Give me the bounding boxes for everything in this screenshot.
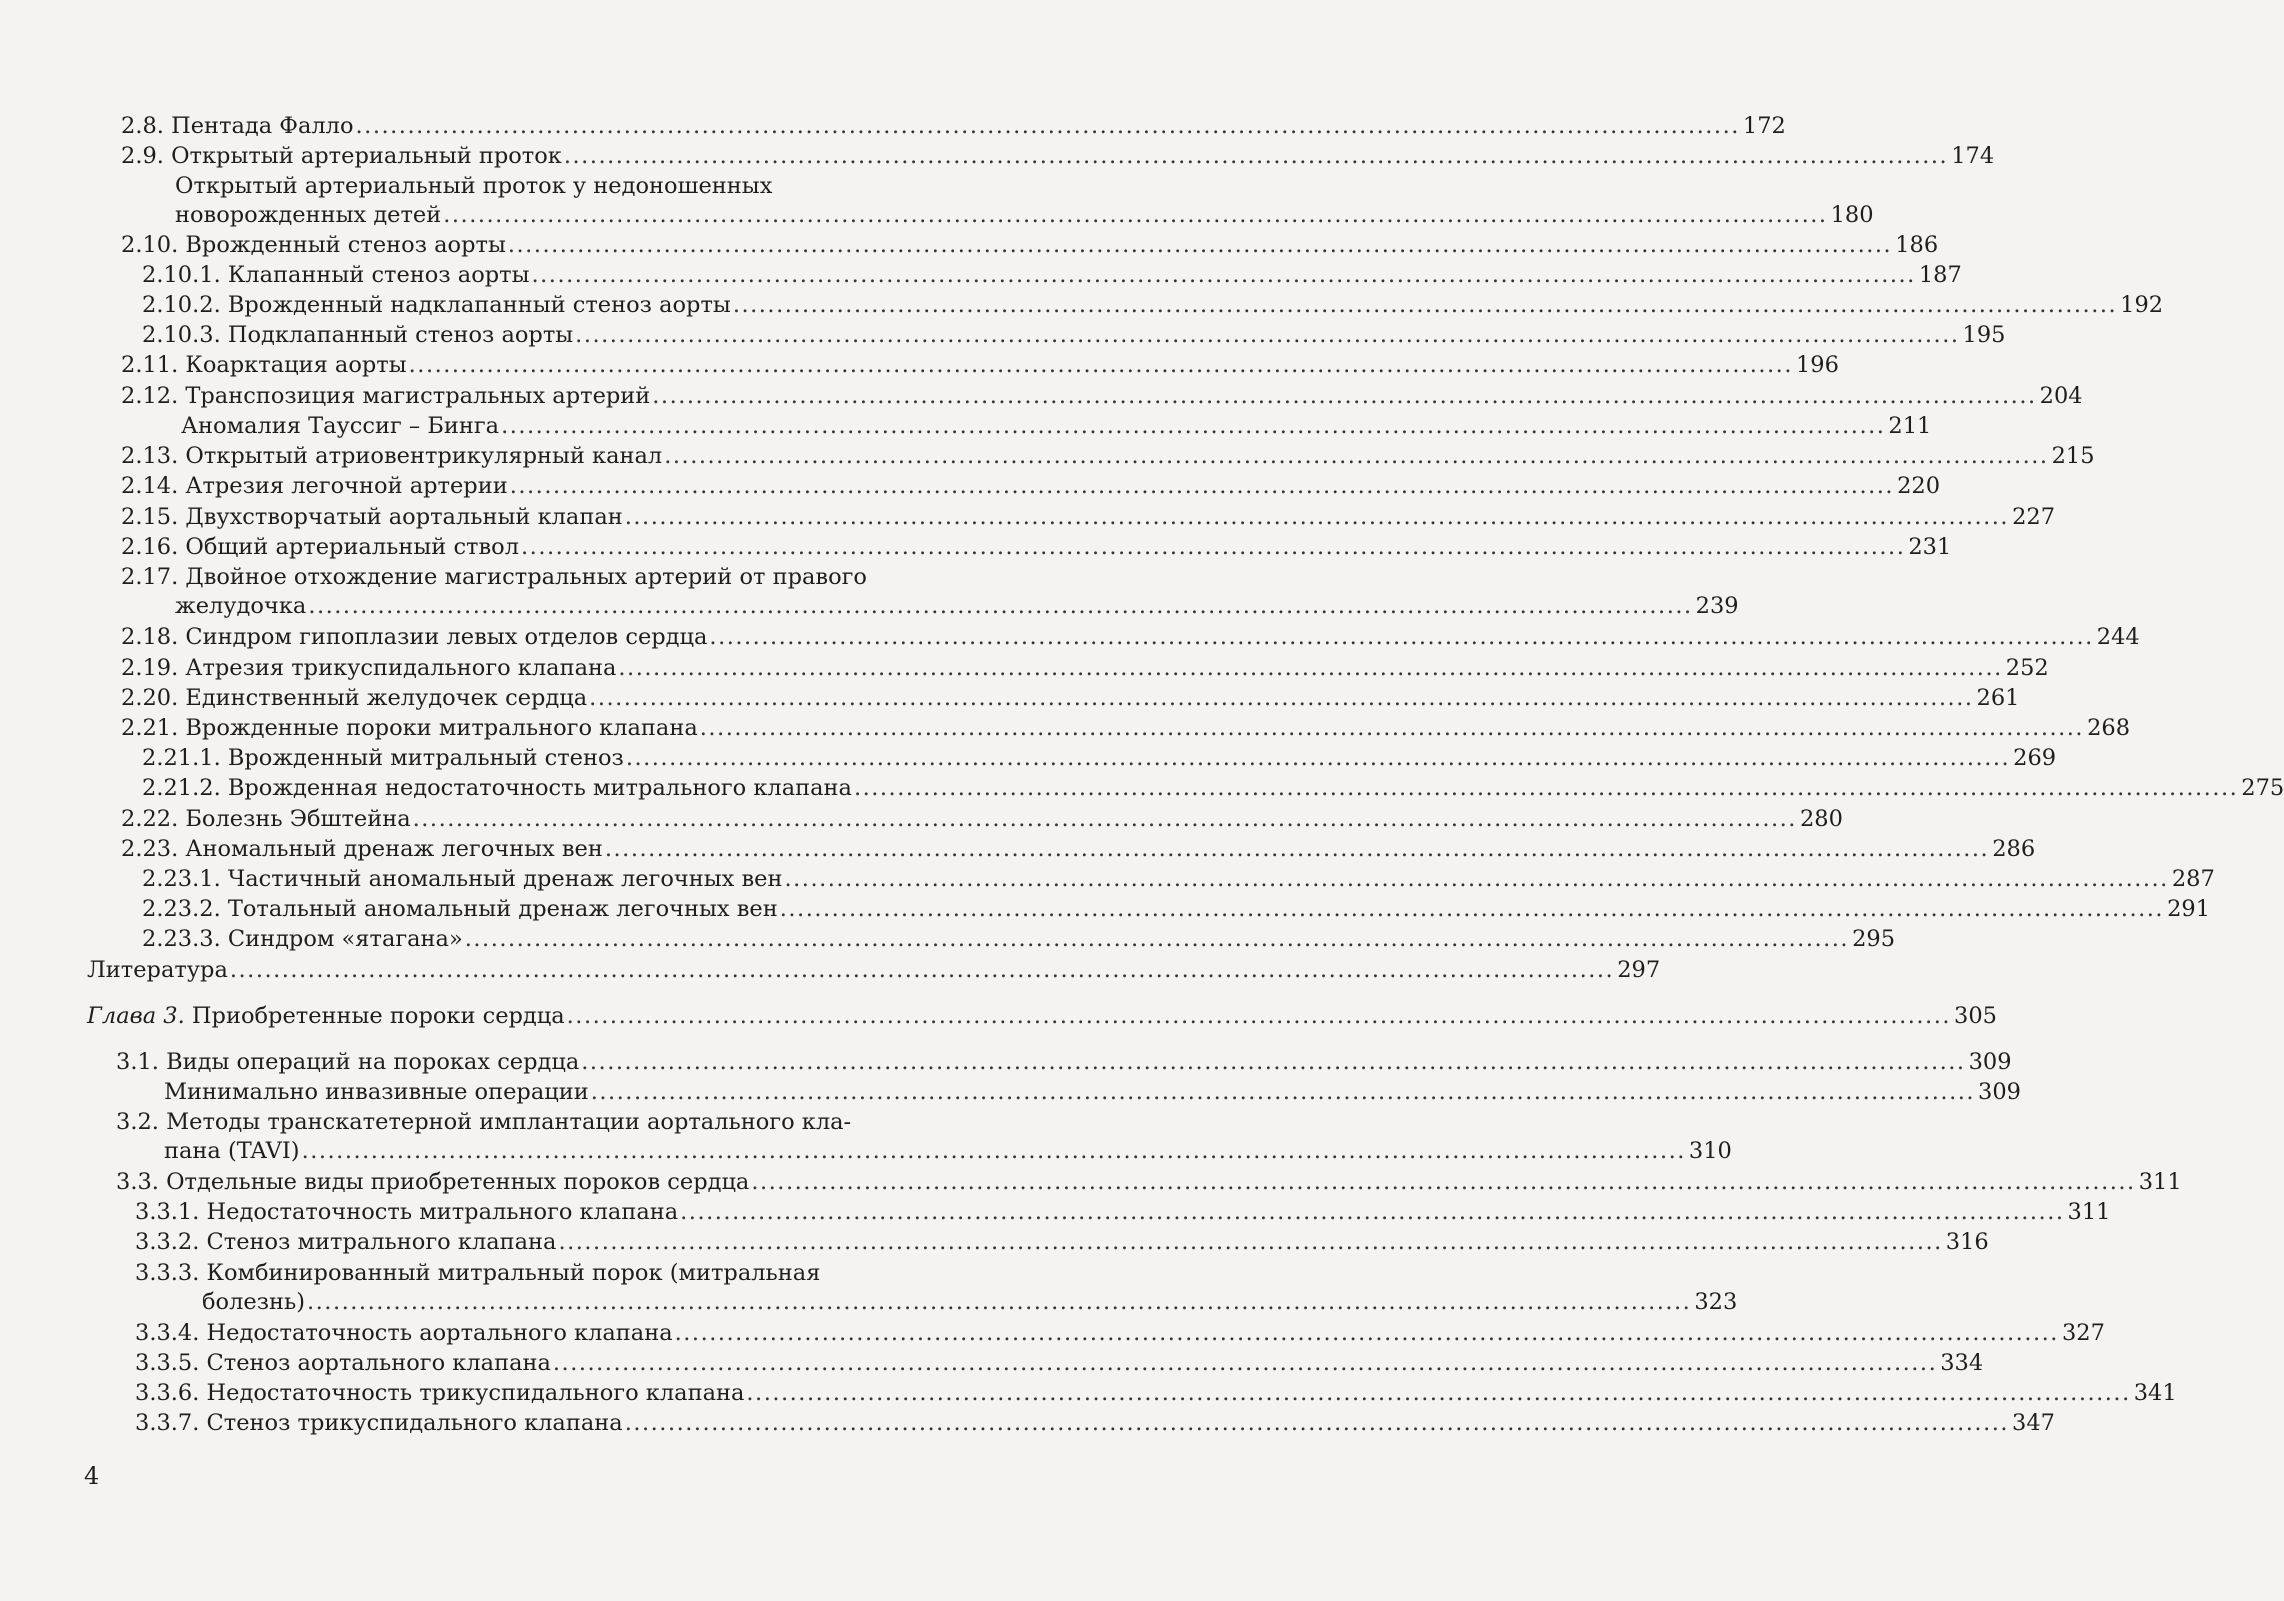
dot-leader: ................................................................................................................................................................ — [552, 1350, 1938, 1376]
toc-entry-title: 2.10.1. Клапанный стеноз аорты — [142, 262, 530, 288]
toc-entry-title: 3.3.6. Недостаточность трикуспидального клапана — [135, 1380, 745, 1406]
toc-entry-title: 2.10.2. Врожденный надклапанный стеноз аорты — [142, 292, 731, 318]
dot-leader: ................................................................................................................................................................ — [680, 1199, 2065, 1225]
toc-entry-title: 2.19. Атрезия трикуспидального клапана — [121, 655, 617, 681]
toc-entry-title: 2.20. Единственный желудочек сердца — [121, 685, 588, 711]
toc-entry-2-19 — [121, 654, 2049, 683]
toc-entry-2-21-1 — [142, 744, 2057, 773]
toc-entry-title: 3.3.5. Стеноз аортального клапана — [135, 1350, 551, 1376]
toc-page-number: 291 — [2167, 896, 2211, 922]
toc-entry-3-1-sub — [164, 1078, 2021, 1107]
toc-entry-2-10-2 — [142, 291, 2164, 320]
toc-entry-3-2 — [116, 1108, 1732, 1166]
toc-page-number: 244 — [2096, 624, 2140, 650]
toc-entry-title: 3.3.1. Недостаточность митрального клапана — [135, 1199, 679, 1225]
toc-entry-3-3-5 — [135, 1349, 1984, 1378]
toc-entry-title: 3.3. Отдельные виды приобретенных пороков сердца — [116, 1169, 750, 1195]
toc-entry-line — [116, 1048, 2012, 1077]
toc-entry-2-23-1 — [142, 865, 2215, 894]
toc-entry-2-12-sub — [181, 412, 1932, 441]
dot-leader: ................................................................................................................................................................ — [732, 292, 2118, 318]
toc-entry-title: болезнь) — [202, 1289, 305, 1315]
toc-entry-line — [175, 592, 1739, 621]
toc-entry-title: 2.11. Коарктация аорты — [121, 352, 407, 378]
toc-entry-title: 2.17. Двойное отхождение магистральных артерий от правого — [121, 564, 867, 590]
dot-leader: ................................................................................................................................................................ — [751, 1169, 2136, 1195]
toc-entry-title: Минимально инвазивные операции — [164, 1079, 589, 1105]
dot-leader: ................................................................................................................................................................ — [408, 352, 1793, 378]
dot-leader: ................................................................................................................................................................ — [566, 1003, 1951, 1029]
toc-entry-line — [121, 805, 1843, 834]
toc-entry-line — [121, 442, 2095, 471]
toc-page-number: 295 — [1852, 926, 1896, 952]
toc-page-number: 186 — [1895, 232, 1939, 258]
toc-page-number: 316 — [1945, 1229, 1989, 1255]
toc-entry-line — [121, 533, 1952, 562]
toc-entry-line — [121, 563, 943, 592]
toc-entry-2-23-3 — [142, 925, 1896, 954]
toc-page-number: 309 — [1968, 1049, 2012, 1075]
toc-entry-title: 2.10. Врожденный стеноз аорты — [121, 232, 506, 258]
toc-entry-title: 2.23.1. Частичный аномальный дренаж легочных вен — [142, 866, 783, 892]
toc-entry-line — [135, 1379, 2177, 1408]
toc-page-number: 172 — [1742, 113, 1786, 139]
toc-entry-title: 3.3.7. Стеноз трикуспидального клапана — [135, 1410, 623, 1436]
toc-page-number: 187 — [1918, 262, 1962, 288]
toc-entry-line — [135, 1409, 2055, 1438]
toc-entry-line — [135, 1228, 1989, 1257]
toc-page-number: 220 — [1897, 473, 1941, 499]
toc-entry-3-3-7 — [135, 1409, 2055, 1438]
dot-leader: ................................................................................................................................................................ — [307, 1289, 1692, 1315]
page-number: 4 — [84, 1462, 100, 1490]
toc-entry-2-13 — [121, 442, 2095, 471]
toc-entry-title: 2.23.2. Тотальный аномальный дренаж легочных вен — [142, 896, 778, 922]
toc-page-number: 334 — [1940, 1350, 1984, 1376]
toc-page-number: 252 — [2005, 655, 2049, 681]
toc-page-number: 275 — [2241, 775, 2284, 801]
toc-entry-title: 2.23.3. Синдром «ятагана» — [142, 926, 463, 952]
toc-entry-line — [121, 503, 2056, 532]
toc-entry-title: 2.9. Открытый артериальный проток — [121, 143, 562, 169]
toc-entry-2-21-2 — [142, 774, 2284, 803]
toc-page-number: 305 — [1954, 1003, 1997, 1029]
toc-page-number: 323 — [1694, 1289, 1738, 1315]
toc-entry-3-3 — [116, 1168, 2182, 1197]
toc-page-number: 310 — [1688, 1138, 1732, 1164]
toc-entry-title: 2.15. Двухстворчатый аортальный клапан — [121, 504, 623, 530]
dot-leader: ................................................................................................................................................................ — [464, 926, 1850, 952]
dot-leader: ................................................................................................................................................................ — [443, 202, 1828, 228]
toc-entry-title: 2.21. Врожденные пороки митрального клапана — [121, 715, 698, 741]
toc-entry-line — [121, 714, 2131, 743]
toc-entry-2-15 — [121, 503, 2056, 532]
toc-entry-title: 3.2. Методы транскатетерной имплантации аортального кла- — [116, 1109, 852, 1135]
toc-entry-3-1 — [116, 1048, 2012, 1077]
toc-page-number: 341 — [2133, 1380, 2177, 1406]
toc-page-number: 192 — [2120, 292, 2164, 318]
dot-leader: ................................................................................................................................................................ — [590, 1079, 1976, 1105]
toc-entry-line — [142, 261, 1962, 290]
toc-entry-line — [175, 201, 1874, 230]
toc-page-number: 174 — [1951, 143, 1995, 169]
toc-entry-line — [121, 231, 1939, 260]
toc-entry-2-18 — [121, 623, 2140, 652]
dot-leader: ................................................................................................................................................................ — [784, 866, 2169, 892]
toc-entry-line — [142, 291, 2164, 320]
toc-entry-line — [121, 351, 1839, 380]
toc-entry-2-11 — [121, 351, 1839, 380]
toc-entry-line — [135, 1319, 2105, 1348]
dot-leader: ................................................................................................................................................................ — [624, 504, 2010, 530]
toc-page-number: 280 — [1799, 806, 1843, 832]
dot-leader: ................................................................................................................................................................ — [624, 1410, 2010, 1436]
toc-entry-2-17 — [121, 563, 1739, 621]
dot-leader: ................................................................................................................................................................ — [507, 232, 1893, 258]
chapter-label: Глава 3. — [87, 1003, 185, 1029]
toc-entry-line — [121, 654, 2049, 683]
toc-entry-2-10-3 — [142, 321, 2006, 350]
toc-entry-line — [116, 1108, 943, 1137]
toc-entry-lit — [87, 956, 1661, 985]
toc-entry-title: 3.1. Виды операций на пороках сердца — [116, 1049, 580, 1075]
toc-entry-line — [121, 472, 1941, 501]
dot-leader: ................................................................................................................................................................ — [746, 1380, 2131, 1406]
toc-entry-line — [87, 1002, 1997, 1031]
toc-entry-line — [142, 774, 2284, 803]
toc-entry-line — [142, 321, 2006, 350]
toc-entry-line — [175, 172, 943, 201]
toc-entry-2-21 — [121, 714, 2131, 743]
dot-leader: ................................................................................................................................................................ — [699, 715, 2085, 741]
dot-leader: ................................................................................................................................................................ — [589, 685, 1974, 711]
dot-leader: ................................................................................................................................................................ — [674, 1320, 2059, 1346]
dot-leader: ................................................................................................................................................................ — [625, 745, 2011, 771]
toc-entry-title: 2.12. Транспозиция магистральных артерий — [121, 383, 651, 409]
dot-leader: ................................................................................................................................................................ — [229, 957, 1615, 983]
toc-page-number: 180 — [1830, 202, 1874, 228]
toc-entry-title: Аномалия Таусcиг – Бинга — [181, 413, 500, 439]
toc-entry-title: пана (TAVI) — [164, 1138, 300, 1164]
toc-entry-2-8 — [121, 112, 1786, 141]
toc-page-number: 196 — [1795, 352, 1839, 378]
toc-entry-3-3-3 — [135, 1259, 1738, 1317]
toc-page-number: 309 — [1978, 1079, 2021, 1105]
dot-leader: ................................................................................................................................................................ — [308, 593, 1693, 619]
dot-leader: ................................................................................................................................................................ — [779, 896, 2165, 922]
toc-entry-line — [121, 112, 1786, 141]
toc-page-number: 311 — [2138, 1169, 2182, 1195]
toc-entry-line — [121, 623, 2140, 652]
toc-entry-line — [164, 1078, 2021, 1107]
toc-entry-line — [142, 895, 2211, 924]
toc-entry-3-3-2 — [135, 1228, 1989, 1257]
dot-leader: ................................................................................................................................................................ — [652, 383, 2037, 409]
toc-entry-title: 2.8. Пентада Фалло — [121, 113, 354, 139]
toc-entry-line — [135, 1349, 1984, 1378]
toc-entry-line — [164, 1137, 1732, 1166]
dot-leader: ................................................................................................................................................................ — [521, 534, 1906, 560]
toc-entry-line — [135, 1198, 2111, 1227]
toc-entry-2-10-1 — [142, 261, 1962, 290]
toc-entry-line — [87, 956, 1661, 985]
toc-entry-title: 3.3.4. Недостаточность аортального клапана — [135, 1320, 673, 1346]
toc-entry-3-3-6 — [135, 1379, 2177, 1408]
toc-entry-line — [121, 142, 1995, 171]
toc-page-number: 211 — [1888, 413, 1932, 439]
dot-leader: ................................................................................................................................................................ — [563, 143, 1949, 169]
dot-leader: ................................................................................................................................................................ — [558, 1229, 1943, 1255]
toc-page-number: 204 — [2039, 383, 2083, 409]
toc-entry-title: 2.21.1. Врожденный митральный стеноз — [142, 745, 624, 771]
dot-leader: ................................................................................................................................................................ — [301, 1138, 1686, 1164]
toc-page-number: 215 — [2051, 443, 2095, 469]
toc-page-number: 269 — [2013, 745, 2057, 771]
dot-leader: ................................................................................................................................................................ — [531, 262, 1916, 288]
toc-page-number: 287 — [2171, 866, 2215, 892]
dot-leader: ................................................................................................................................................................ — [709, 624, 2094, 650]
toc-entry-2-9-sub — [175, 172, 1874, 230]
toc-entry-title: 2.18. Синдром гипоплазии левых отделов сердца — [121, 624, 708, 650]
toc-page-number: 297 — [1617, 957, 1661, 983]
toc-page-number: 347 — [2012, 1410, 2055, 1436]
toc-entry-2-22 — [121, 805, 1843, 834]
toc-entry-title: 2.10.3. Подклапанный стеноз аорты — [142, 322, 574, 348]
toc-entry-title: Глава 3. Приобретенные пороки сердца — [87, 1003, 565, 1029]
toc-entry-title: 2.13. Открытый атриовентрикулярный канал — [121, 443, 663, 469]
toc-page-number: 268 — [2087, 715, 2131, 741]
toc-page-number: 261 — [1976, 685, 2020, 711]
toc-page-number: 231 — [1908, 534, 1952, 560]
toc-page-number: 286 — [1992, 836, 2036, 862]
toc-entry-2-12 — [121, 382, 2083, 411]
toc-entry-line — [142, 744, 2057, 773]
toc-entry-title: 3.3.2. Стеноз митрального клапана — [135, 1229, 557, 1255]
toc-entry-2-14 — [121, 472, 1941, 501]
toc-entry-title: 2.14. Атрезия легочной артерии — [121, 473, 508, 499]
dot-leader: ................................................................................................................................................................ — [509, 473, 1895, 499]
dot-leader: ................................................................................................................................................................ — [581, 1049, 1966, 1075]
dot-leader: ................................................................................................................................................................ — [355, 113, 1740, 139]
toc-entry-title: 2.22. Болезнь Эбштейна — [121, 806, 411, 832]
toc-entry-title: 3.3.3. Комбинированный митральный порок (митральная — [135, 1260, 821, 1286]
toc-page-number: 327 — [2061, 1320, 2105, 1346]
toc-page-number: 311 — [2067, 1199, 2111, 1225]
toc-entry-title: 2.21.2. Врожденная недостаточность митрального клапана — [142, 775, 852, 801]
dot-leader: ................................................................................................................................................................ — [604, 836, 1990, 862]
toc-entry-line — [121, 684, 2020, 713]
dot-leader: ................................................................................................................................................................ — [501, 413, 1886, 439]
toc-entry-line — [142, 925, 1896, 954]
toc-entry-title: 2.23. Аномальный дренаж легочных вен — [121, 836, 603, 862]
toc-entry-line — [142, 865, 2215, 894]
toc-entry-line — [202, 1288, 1738, 1317]
toc-entry-2-23 — [121, 835, 2036, 864]
toc-entry-2-23-2 — [142, 895, 2211, 924]
dot-leader: ................................................................................................................................................................ — [618, 655, 2003, 681]
toc-entry-2-16 — [121, 533, 1952, 562]
toc-page-number: 239 — [1695, 593, 1739, 619]
dot-leader: ................................................................................................................................................................ — [853, 775, 2239, 801]
dot-leader: ................................................................................................................................................................ — [575, 322, 1960, 348]
toc-entry-ch3 — [87, 1002, 1997, 1031]
toc-entry-2-9 — [121, 142, 1995, 171]
toc-entry-line — [181, 412, 1932, 441]
toc-entry-title: новорожденных детей — [175, 202, 442, 228]
toc-entry-title: желудочка — [175, 593, 307, 619]
toc-entry-2-10 — [121, 231, 1939, 260]
toc-entry-line — [135, 1259, 943, 1288]
dot-leader: ................................................................................................................................................................ — [412, 806, 1797, 832]
toc-page-number: 227 — [2012, 504, 2056, 530]
toc-entry-title: Литература — [87, 957, 228, 983]
toc-entry-3-3-4 — [135, 1319, 2105, 1348]
toc-entry-3-3-1 — [135, 1198, 2111, 1227]
toc-entry-title: 2.16. Общий артериальный ствол — [121, 534, 520, 560]
toc-entry-line — [116, 1168, 2182, 1197]
toc-entry-title: Открытый артериальный проток у недоношенных — [175, 173, 773, 199]
dot-leader: ................................................................................................................................................................ — [664, 443, 2049, 469]
toc-entry-line — [121, 382, 2083, 411]
toc-page-number: 195 — [1962, 322, 2006, 348]
toc-entry-2-20 — [121, 684, 2020, 713]
toc-entry-line — [121, 835, 2036, 864]
